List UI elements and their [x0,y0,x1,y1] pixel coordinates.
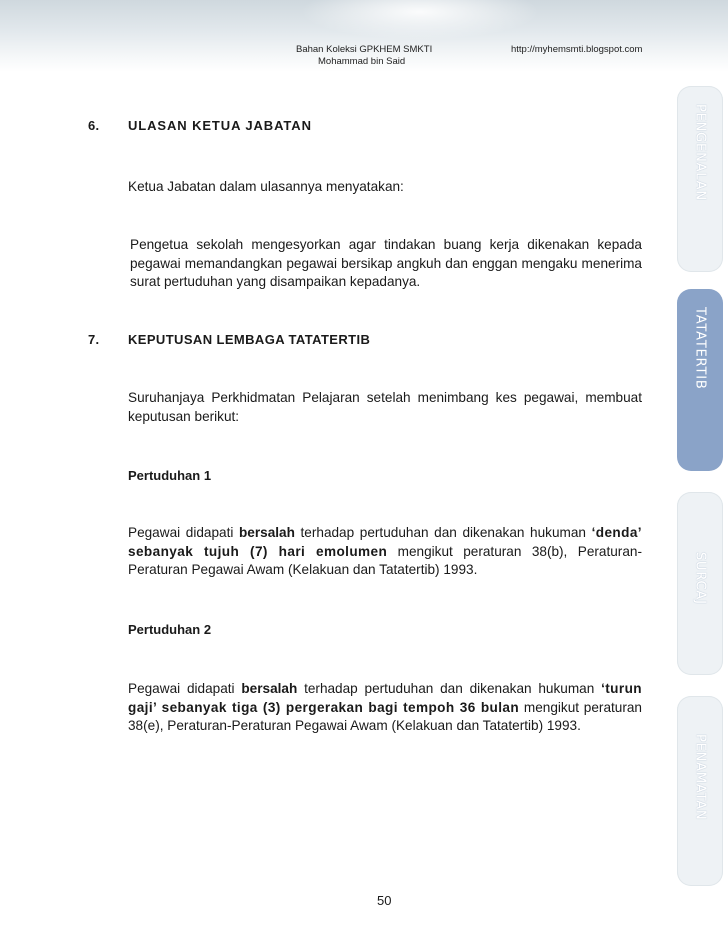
tab-pengenalan-label: PENGENALAN [692,104,708,201]
section-7-title: KEPUTUSAN LEMBAGA TATATERTIB [128,332,371,347]
section-6-title: ULASAN KETUA JABATAN [128,118,312,133]
tab-surcaj-label: SURCAJ [692,552,708,605]
section-7-number: 7. [88,332,100,347]
tab-tatatertib-label: TATATERTIB [692,307,708,390]
header-url[interactable]: http://myhemsmti.blogspot.com [511,44,643,55]
tab-penamatan-label: PENAMATAN [692,734,708,821]
charge-2-text: Pegawai didapati bersalah terhadap pertuduhan dan dikenakan hukuman ‘turun gaji’ sebanyak tiga (3) pergerakan bagi tempoh 36 bulan mengikut peraturan 38(e), Peraturan-Peraturan Pegawai Awam (Kelakuan dan Tatatertib) 1993. [128,681,642,733]
charge-1-title: Pertuduhan 1 [128,468,212,483]
charge-1-text: Pegawai didapati bersalah terhadap pertuduhan dan dikenakan hukuman ‘denda’ sebanyak tujuh (7) hari emolumen mengikut peraturan 38(b), Peraturan-Peraturan Pegawai Awam (Kelakuan dan Tatatertib) 1993. [128,525,642,577]
section-7-intro: Suruhanjaya Perkhidmatan Pelajaran setelah menimbang kes pegawai, membuat keputusan berikut: [128,390,642,424]
section-6-number: 6. [88,118,100,133]
charge-2-title: Pertuduhan 2 [128,622,212,637]
header-collection: Bahan Koleksi GPKHEM SMKTI [296,44,433,55]
header-author: Mohammad bin Said [318,56,406,67]
section-6-quote: Pengetua sekolah mengesyorkan agar tindakan buang kerja dikenakan kepada pegawai memandangkan pegawai bersikap angkuh dan enggan mengaku menerima surat pertuduhan yang disampaikan kepadanya. [130,237,642,289]
page-number: 50 [377,893,392,908]
section-6-intro: Ketua Jabatan dalam ulasannya menyatakan: [128,179,404,194]
tab-penamatan[interactable] [677,696,723,886]
tab-surcaj[interactable] [677,492,723,675]
tab-pengenalan[interactable] [677,86,723,272]
tab-tatatertib[interactable] [677,289,723,471]
